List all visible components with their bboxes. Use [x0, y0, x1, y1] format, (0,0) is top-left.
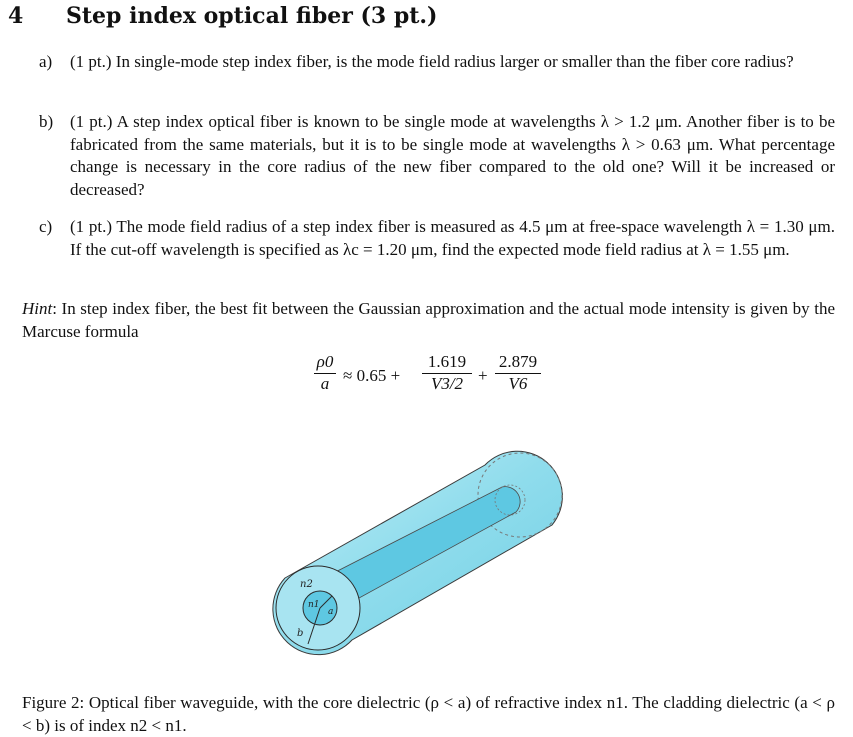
question-a-label: a): [39, 52, 53, 71]
formula-lhs-numerator: ρ0: [316, 352, 334, 371]
marcuse-formula: [312, 352, 572, 408]
formula-term1-numerator: 1.619: [427, 352, 467, 371]
hint-text: : In step index fiber, the best fit between the Gaussian approximation and the actual mode intensity is given by the Marcuse formula: [22, 299, 835, 341]
hint-label: Hint: [22, 299, 53, 318]
formula-plus: +: [478, 366, 488, 385]
question-c: [39, 216, 835, 261]
a-label: a: [328, 607, 334, 617]
figure-caption: Figure 2: Optical fiber waveguide, with the core dielectric (ρ < a) of refractive index n1. The cladding dielectric (a < ρ < b) is of index n2 < n1.: [22, 693, 835, 735]
question-b-label: b): [39, 112, 54, 131]
formula-approx: ≈ 0.65 +: [343, 366, 401, 385]
formula-term1-denominator: V3/2: [430, 374, 464, 393]
n2-label: n2: [300, 579, 313, 590]
question-c-label: c): [39, 217, 53, 236]
n1-label: n1: [308, 600, 320, 610]
question-a: [39, 51, 835, 74]
fiber-figure: [270, 430, 580, 680]
question-b-text: (1 pt.) A step index optical fiber is known to be single mode at wavelengths λ > 1.2 μm. Another fiber is to be fabricated from the same materials, but it is to be single mode at wavelengths λ > 0.63 μm. What percentage change is necessary in the core radius of the new fiber compared to the old one? Will it be increased or decreased?: [70, 112, 835, 199]
question-a-text: (1 pt.) In single-mode step index fiber, is the mode field radius larger or smaller than the fiber core radius?: [70, 52, 794, 71]
b-label: b: [297, 628, 304, 639]
formula-term1: [422, 352, 472, 394]
formula-term2-denominator: V6: [508, 374, 528, 393]
fiber-illustration: [270, 430, 580, 680]
section-title: Step index optical fiber (3 pt.): [66, 3, 438, 29]
hint-paragraph: [22, 298, 835, 343]
question-b: [39, 111, 835, 201]
formula-lhs: [314, 352, 336, 394]
formula-term2-numerator: 2.879: [498, 352, 538, 371]
section-number: 4: [8, 3, 24, 29]
formula-term2: [495, 352, 541, 394]
question-c-text: (1 pt.) The mode field radius of a step index fiber is measured as 4.5 μm at free-space wavelength λ = 1.30 μm. If the cut-off wavelength is specified as λc = 1.20 μm, find the expected mode field radius at λ = 1.55 μm.: [70, 217, 835, 259]
formula-lhs-denominator: a: [320, 374, 330, 393]
section-heading: [8, 3, 437, 29]
